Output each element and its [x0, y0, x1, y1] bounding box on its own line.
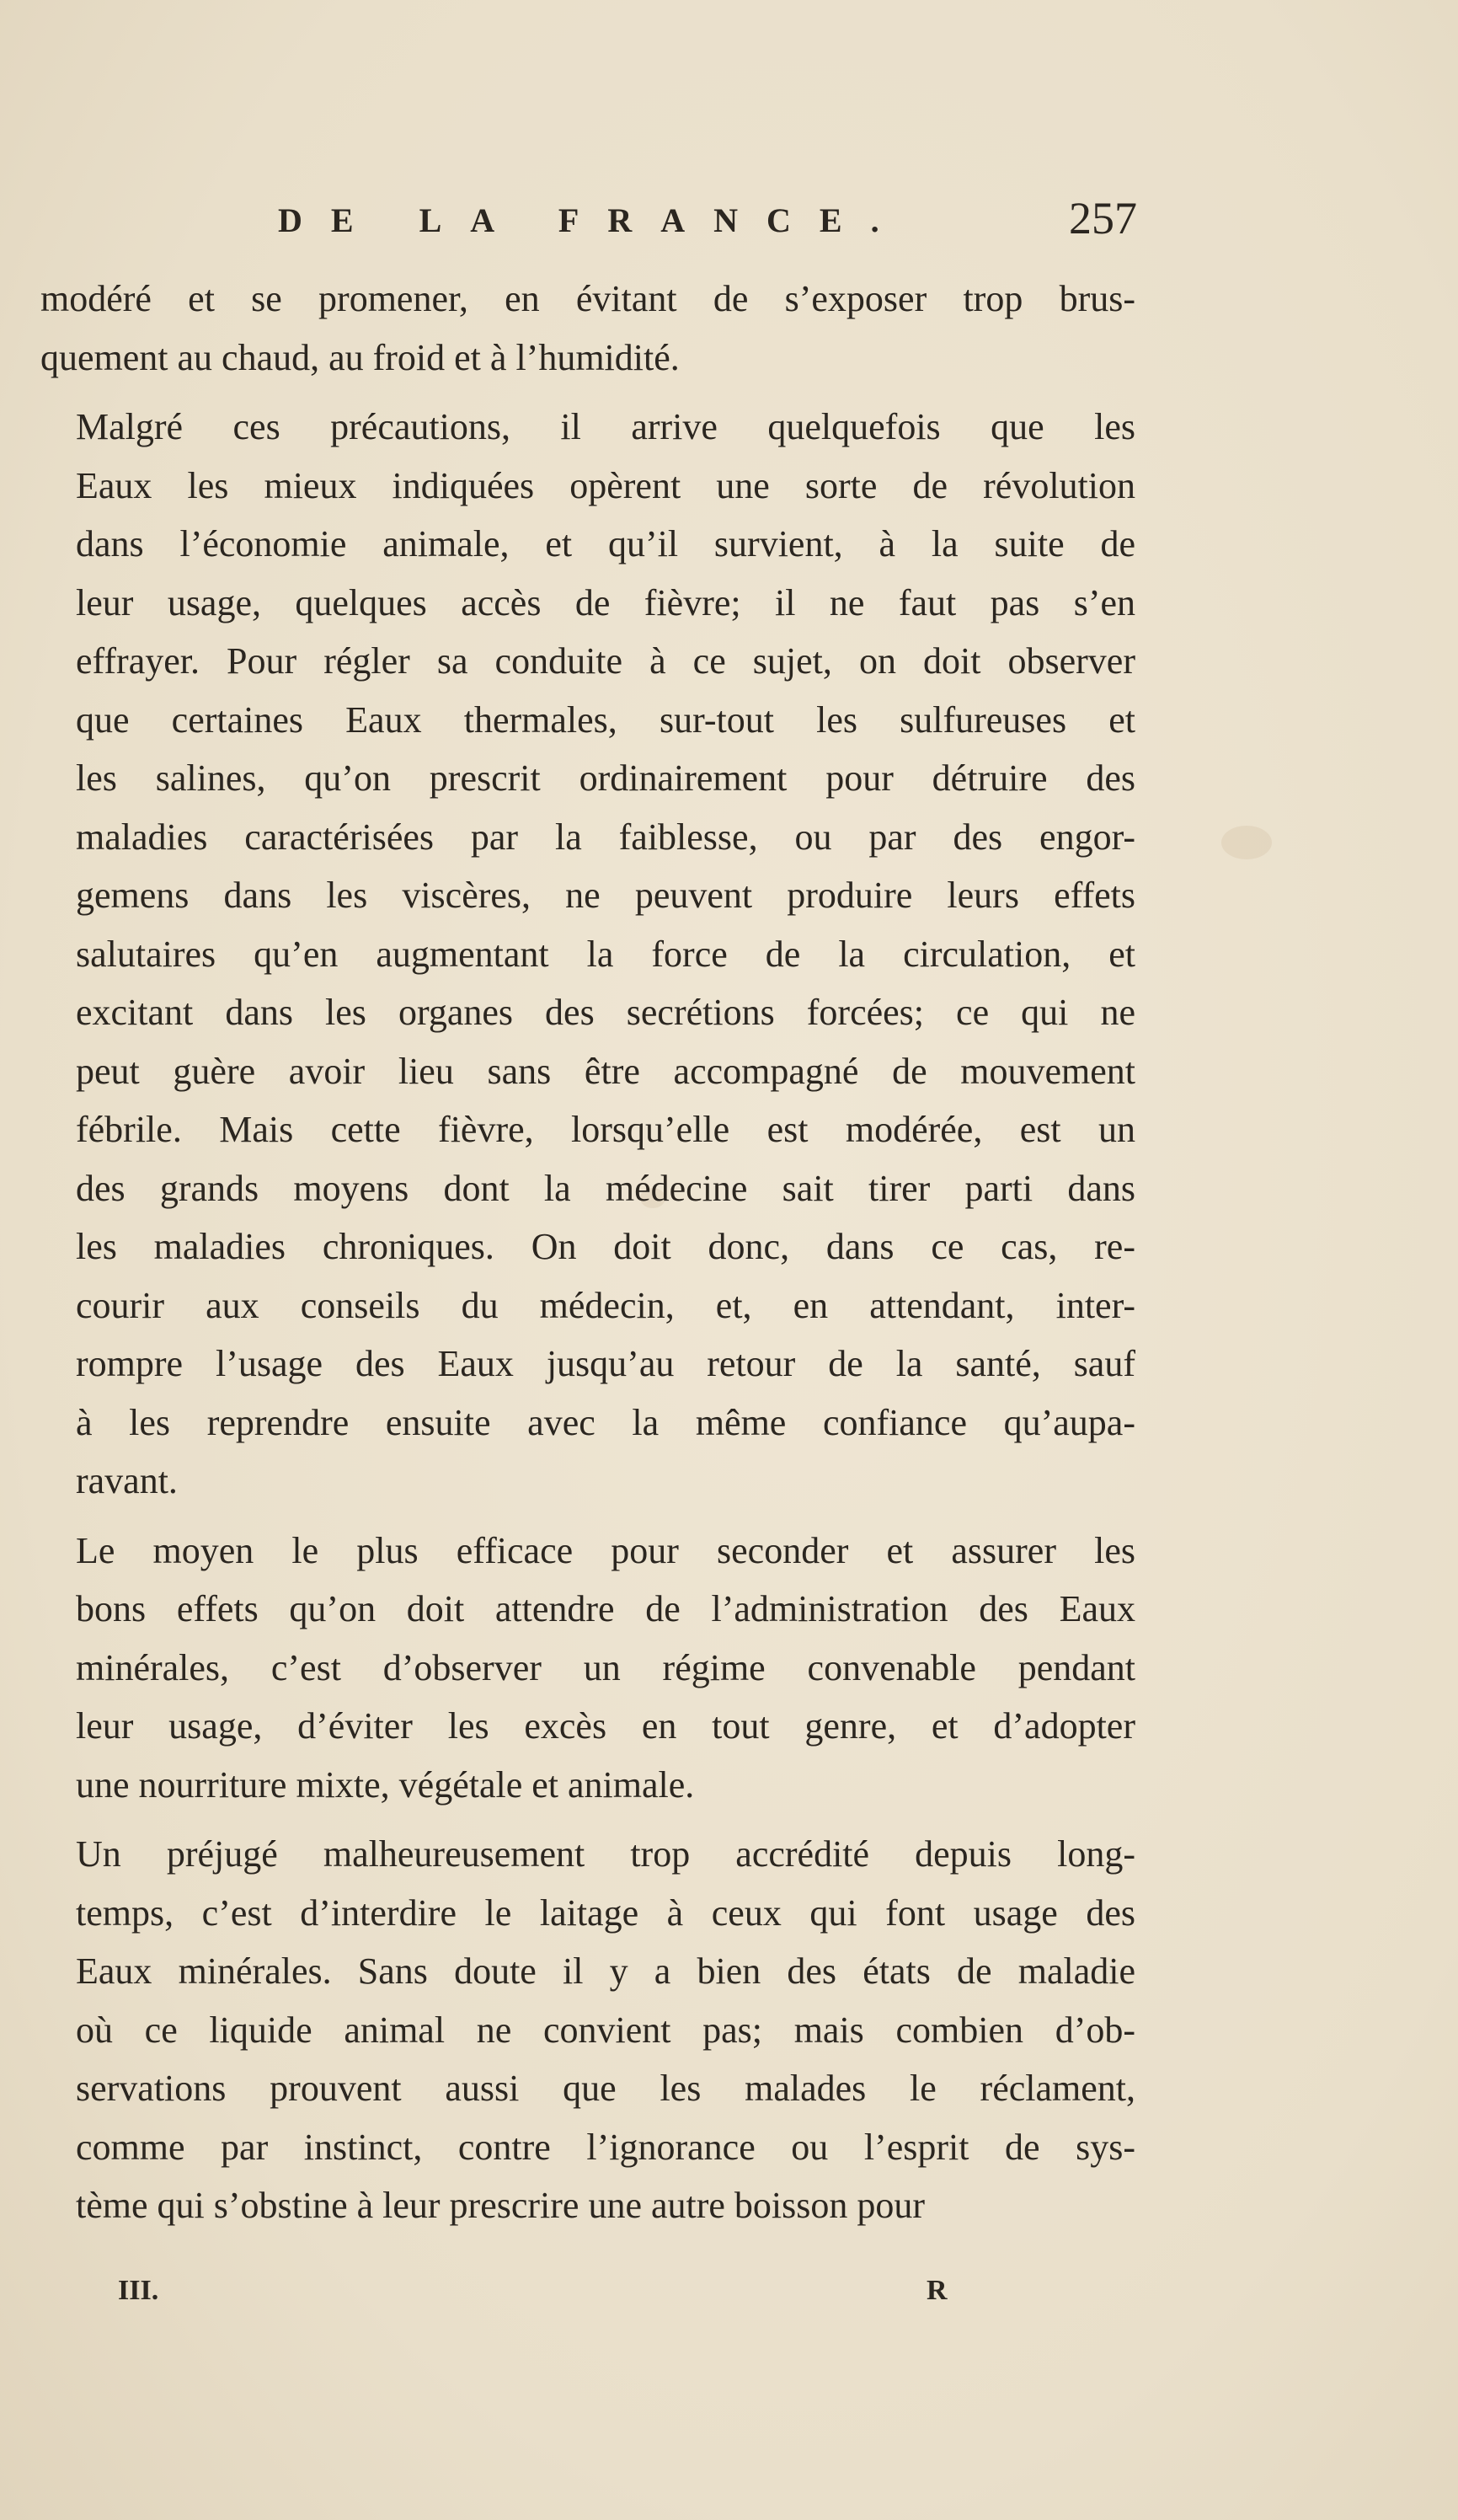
text-line: tème qui s’obstine à leur prescrire une autre boisson pour — [76, 2185, 926, 2226]
text-line: comme par instinct, contre l’ignorance ou l’esprit de sys- — [76, 2126, 1135, 2168]
text-line: leur usage, d’éviter les excès en tout genre, et d’adopter — [76, 1705, 1135, 1747]
paper-stain — [1221, 826, 1272, 859]
text-line: où ce liquide animal ne convient pas; mais combien d’ob- — [76, 2009, 1135, 2051]
paragraph — [40, 1522, 1135, 1815]
text-line: à les reprendre ensuite avec la même confiance qu’aupa- — [76, 1401, 1135, 1443]
signature-mark-right: R — [927, 2275, 948, 2306]
text-line: Malgré ces précautions, il arrive quelquefois que les — [76, 406, 1135, 447]
text-line: servations prouvent aussi que les malades le réclament, — [76, 2068, 1135, 2109]
text-line: leur usage, quelques accès de fièvre; il ne faut pas s’en — [76, 581, 1135, 623]
text-line: ravant. — [76, 1460, 178, 1501]
text-line: temps, c’est d’interdire le laitage à ceux qui font usage des — [76, 1891, 1135, 1934]
page-header — [278, 192, 1137, 259]
page-footer — [118, 2275, 960, 2325]
text-line: gemens dans les viscères, ne peuvent produire leurs effets — [76, 875, 1135, 916]
text-line: rompre l’usage des Eaux jusqu’au retour de la santé, sauf — [76, 1343, 1135, 1384]
paragraph — [40, 398, 1135, 1511]
text-line: que certaines Eaux thermales, sur-tout les sulfureuses et — [76, 698, 1135, 741]
text-line: Un préjugé malheureusement trop accrédité depuis long- — [76, 1833, 1135, 1875]
text-line: Eaux minérales. Sans doute il y a bien des états de maladie — [76, 1950, 1135, 1992]
text-line: des grands moyens dont la médecine sait tirer parti dans — [76, 1167, 1135, 1209]
text-line: Le moyen le plus efficace pour seconder et assurer les — [76, 1529, 1135, 1571]
body-text — [40, 270, 1135, 2246]
paragraph — [40, 1825, 1135, 2235]
signature-mark-left: III. — [118, 2275, 159, 2306]
text-line: bons effets qu’on doit attendre de l’administration des Eaux — [76, 1588, 1135, 1629]
text-line: salutaires qu’en augmentant la force de la circulation, et — [76, 933, 1135, 975]
text-line: maladies caractérisées par la faiblesse, ou par des engor- — [76, 816, 1135, 858]
text-line: effrayer. Pour régler sa conduite à ce sujet, on doit observer — [76, 640, 1135, 682]
text-line: les maladies chroniques. On doit donc, dans ce cas, re- — [76, 1226, 1135, 1267]
text-line: peut guère avoir lieu sans être accompagné de mouvement — [76, 1050, 1135, 1092]
text-line: les salines, qu’on prescrit ordinairement pour détruire des — [76, 757, 1135, 799]
text-line: excitant dans les organes des secrétions forcées; ce qui ne — [76, 992, 1135, 1033]
text-line: Eaux les mieux indiquées opèrent une sorte de révolution — [76, 464, 1135, 506]
text-line: courir aux conseils du médecin, et, en attendant, inter- — [76, 1284, 1135, 1326]
text-line: quement au chaud, au froid et à l’humidité. — [40, 336, 680, 378]
page-number: 257 — [1069, 193, 1137, 243]
paragraph — [40, 270, 1135, 387]
text-line: minérales, c’est d’observer un régime convenable pendant — [76, 1646, 1135, 1688]
text-line: dans l’économie animale, et qu’il survient, à la suite de — [76, 523, 1135, 564]
text-line: fébrile. Mais cette fièvre, lorsqu’elle est modérée, est un — [76, 1109, 1135, 1150]
running-title: DE LA FRANCE. — [278, 201, 908, 239]
text-line: une nourriture mixte, végétale et animale. — [76, 1763, 695, 1806]
text-line: modéré et se promener, en évitant de s’exposer trop brus- — [40, 278, 1135, 319]
